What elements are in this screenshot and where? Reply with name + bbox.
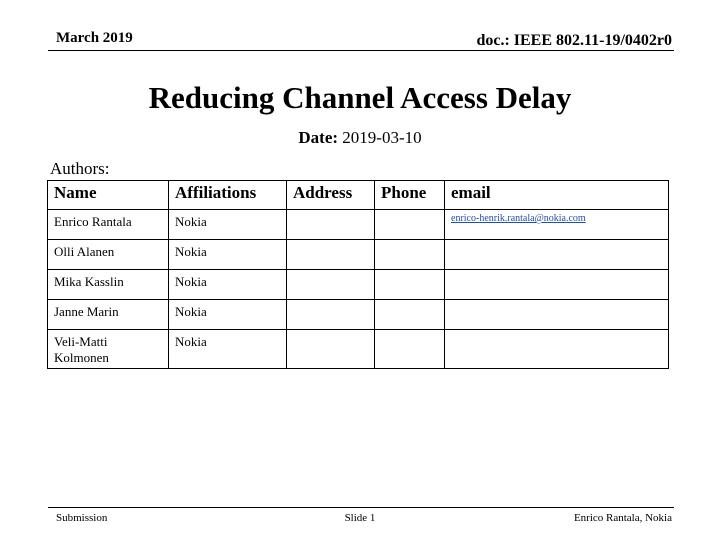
author-affiliation: Nokia xyxy=(169,270,287,300)
table-row xyxy=(48,240,669,270)
table-row xyxy=(48,300,669,330)
author-address xyxy=(287,270,375,300)
author-address xyxy=(287,240,375,270)
author-name: Enrico Rantala xyxy=(48,210,169,240)
author-phone xyxy=(375,270,445,300)
header-date: March 2019 xyxy=(56,30,133,46)
author-affiliation: Nokia xyxy=(169,240,287,270)
author-address xyxy=(287,210,375,240)
column-header-affiliations: Affiliations xyxy=(169,181,287,210)
column-header-phone: Phone xyxy=(375,181,445,210)
slide-title: Reducing Channel Access Delay xyxy=(148,80,572,115)
author-name: Olli Alanen xyxy=(48,240,169,270)
column-header-email: email xyxy=(445,181,669,210)
author-email xyxy=(445,270,669,300)
table-header-row xyxy=(48,181,669,210)
header-rule xyxy=(48,50,674,51)
table-row xyxy=(48,270,669,300)
author-email xyxy=(445,240,669,270)
header-doc-id: doc.: IEEE 802.11-19/0402r0 xyxy=(476,32,672,49)
author-address xyxy=(287,330,375,369)
author-affiliation: Nokia xyxy=(169,210,287,240)
author-name: Janne Marin xyxy=(48,300,169,330)
table-row xyxy=(48,210,669,240)
author-address xyxy=(287,300,375,330)
footer-submission: Submission xyxy=(56,512,108,524)
footer-rule xyxy=(48,507,674,508)
email-link[interactable]: enrico-henrik.rantala@nokia.com xyxy=(451,213,586,224)
author-phone xyxy=(375,300,445,330)
date-label: Date: xyxy=(298,128,339,147)
footer-slide-number: Slide 1 xyxy=(344,512,376,524)
date-line xyxy=(0,128,720,148)
author-name: Veli-Matti Kolmonen xyxy=(48,330,169,369)
authors-label: Authors: xyxy=(50,159,110,178)
author-email xyxy=(445,300,669,330)
author-phone xyxy=(375,210,445,240)
author-phone xyxy=(375,240,445,270)
author-email xyxy=(445,210,669,240)
column-header-address: Address xyxy=(287,181,375,210)
footer-author: Enrico Rantala, Nokia xyxy=(573,512,672,524)
author-name: Mika Kasslin xyxy=(48,270,169,300)
author-affiliation: Nokia xyxy=(169,330,287,369)
author-affiliation: Nokia xyxy=(169,300,287,330)
author-phone xyxy=(375,330,445,369)
authors-table xyxy=(47,180,669,369)
date-value: 2019-03-10 xyxy=(342,128,422,147)
author-email xyxy=(445,330,669,369)
table-row xyxy=(48,330,669,369)
column-header-name: Name xyxy=(48,181,169,210)
